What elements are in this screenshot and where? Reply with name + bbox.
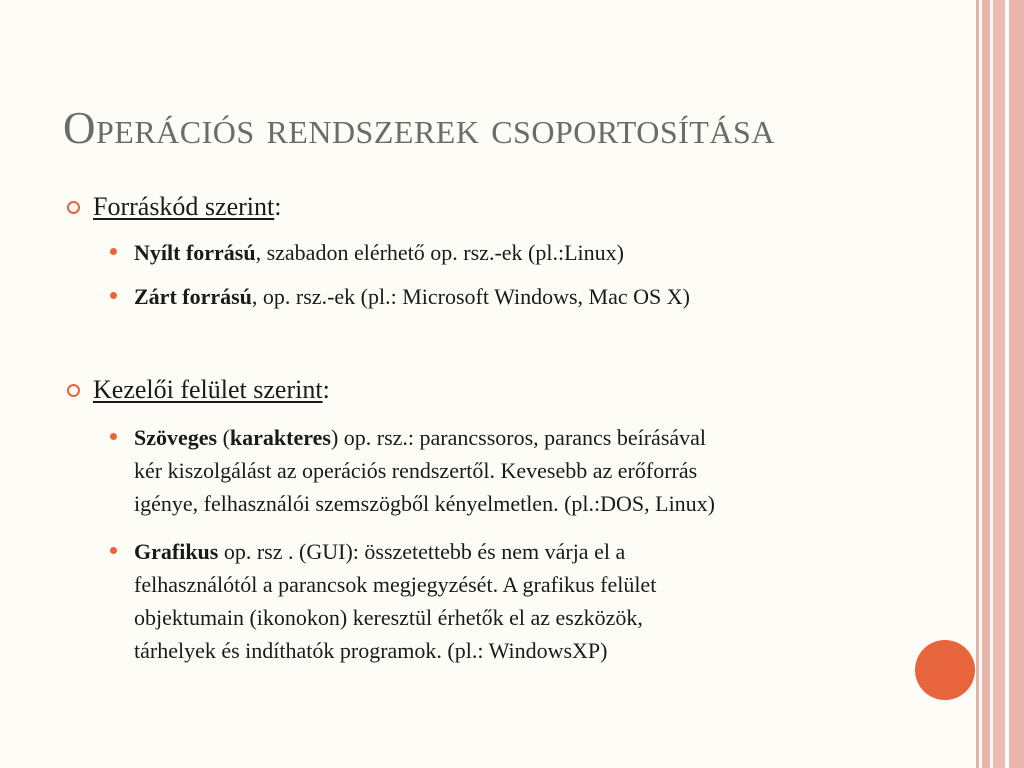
- decor-stripe: [976, 0, 979, 768]
- item-line: felhasználótól a parancsok megjegyzését. A grafikus felület: [134, 572, 657, 597]
- item-text: , szabadon elérhető op. rsz.-ek (pl.:Linux): [255, 240, 624, 265]
- decor-stripe: [1009, 0, 1024, 768]
- item-line: objektumain (ikonokon) keresztül érhetők el az eszközök,: [134, 605, 643, 630]
- item-text: ) op. rsz.: parancssoros, parancs beírásával: [330, 425, 707, 450]
- list-item: [134, 280, 944, 313]
- item-text: (: [217, 425, 230, 450]
- heading-suffix: :: [274, 192, 282, 221]
- dot-bullet-icon: [110, 433, 117, 440]
- list-item: [134, 421, 944, 520]
- section-heading: [93, 192, 281, 222]
- ring-bullet-icon: [67, 384, 80, 397]
- item-bold: Nyílt forrású: [134, 240, 256, 265]
- dot-bullet-icon: [110, 248, 117, 255]
- section-heading: [93, 375, 330, 405]
- list-item: [134, 236, 944, 269]
- item-text: op. rsz . (GUI): összetettebb és nem várja el a: [218, 539, 626, 564]
- item-line: kér kiszolgálást az operációs rendszertől. Kevesebb az erőforrás: [134, 458, 698, 483]
- decor-stripe: [993, 0, 1005, 768]
- item-text: , op. rsz.-ek (pl.: Microsoft Windows, Mac OS X): [251, 284, 690, 309]
- ring-bullet-icon: [67, 201, 80, 214]
- slide-title: Operációs rendszerek csoportosítása: [63, 103, 775, 153]
- section-heading-text: Forráskód szerint: [93, 192, 275, 221]
- item-bold: Zárt forrású: [134, 284, 252, 309]
- item-line: tárhelyek és indíthatók programok. (pl.: WindowsXP): [134, 638, 608, 663]
- item-line: [134, 421, 944, 454]
- dot-bullet-icon: [110, 547, 117, 554]
- item-line: igénye, felhasználói szemszögből kényelmetlen. (pl.:DOS, Linux): [134, 491, 716, 516]
- heading-suffix: :: [322, 375, 330, 404]
- item-line: [134, 535, 944, 568]
- decor-stripe: [982, 0, 990, 768]
- item-bold: karakteres: [229, 425, 331, 450]
- list-item: [134, 535, 944, 667]
- item-bold: Grafikus: [134, 539, 219, 564]
- section-heading-text: Kezelői felület szerint: [93, 375, 323, 404]
- dot-bullet-icon: [110, 292, 117, 299]
- item-bold: Szöveges: [134, 425, 218, 450]
